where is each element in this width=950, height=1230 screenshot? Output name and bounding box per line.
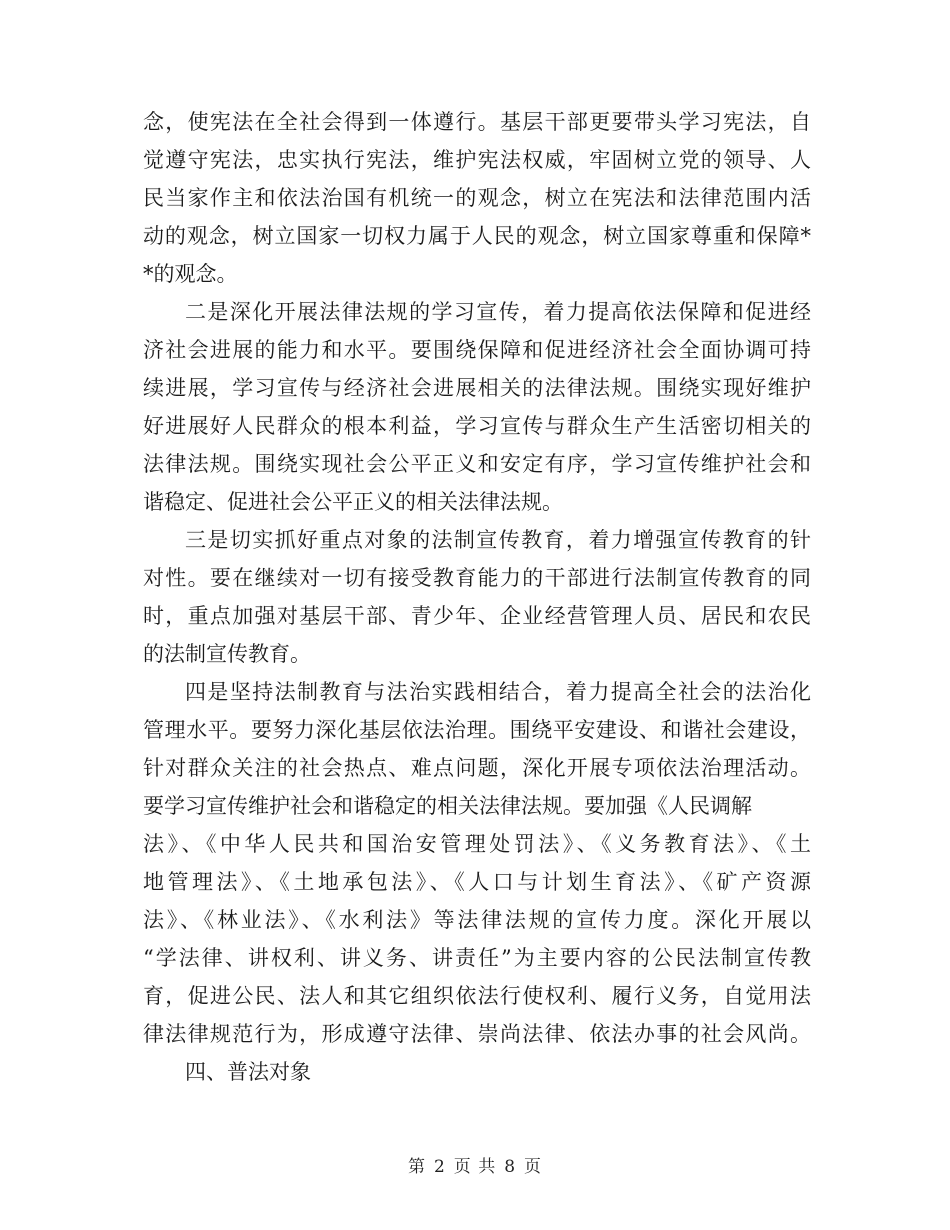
text-line: 律法律规范行为，形成遵守法律、崇尚法律、依法办事的社会风尚。 <box>143 1022 811 1046</box>
text-line: 的法制宣传教育。 <box>143 642 311 666</box>
section-heading: 四、普法对象 <box>185 1060 311 1084</box>
text-line: 对性。要在继续对一切有接受教育能力的干部进行法制宣传教育的同 <box>143 566 811 590</box>
text-line: 济社会进展的能力和水平。要围绕保障和促进经济社会全面协调可持 <box>143 338 811 362</box>
text-line: 要学习宣传维护社会和谐稳定的相关法律法规。要加强《人民调解 <box>143 794 752 818</box>
page-footer-prefix: 第 <box>407 1157 426 1177</box>
text-line: 育，促进公民、法人和其它组织依法行使权利、履行义务，自觉用法 <box>143 984 811 1008</box>
text-line: 民当家作主和依法治国有机统一的观念，树立在宪法和法律范围内活 <box>143 186 811 210</box>
page-footer-middle: 页 共 <box>453 1157 497 1177</box>
text-line: 觉遵守宪法，忠实执行宪法，维护宪法权威，牢固树立党的领导、人 <box>143 148 811 172</box>
text-line: 续进展，学习宣传与经济社会进展相关的法律法规。围绕实现好维护 <box>143 376 811 400</box>
text-line: 动的观念，树立国家一切权力属于人民的观念，树立国家尊重和保障* <box>143 224 811 248</box>
current-page-number: 2 <box>433 1157 446 1177</box>
text-line: “学法律、讲权利、讲义务、讲责任”为主要内容的公民法制宣传教 <box>143 946 811 970</box>
paragraph-start-line: 四是坚持法制教育与法治实践相结合，着力提高全社会的法治化 <box>185 680 811 704</box>
text-line: 法》、《中华人民共和国治安管理处罚法》、《义务教育法》、《土 <box>143 832 811 856</box>
text-line: 法律法规。围绕实现社会公平正义和安定有序，学习宣传维护社会和 <box>143 452 811 476</box>
page-footer-suffix: 页 <box>524 1157 543 1177</box>
document-body <box>143 103 811 1091</box>
text-line: 地管理法》、《土地承包法》、《人口与计划生育法》、《矿产资源 <box>143 870 811 894</box>
page-footer <box>0 1152 950 1177</box>
paragraph-start-line: 三是切实抓好重点对象的法制宣传教育，着力增强宣传教育的针 <box>185 528 811 552</box>
text-line: *的观念。 <box>143 262 238 286</box>
text-line: 念，使宪法在全社会得到一体遵行。基层干部更要带头学习宪法，自 <box>143 110 811 134</box>
paragraph-start-line: 二是深化开展法律法规的学习宣传，着力提高依法保障和促进经 <box>185 300 811 324</box>
text-line: 针对群众关注的社会热点、难点问题，深化开展专项依法治理活动。 <box>143 756 811 780</box>
text-line: 管理水平。要努力深化基层依法治理。围绕平安建设、和谐社会建设， <box>143 718 811 742</box>
text-line: 法》、《林业法》、《水利法》等法律法规的宣传力度。深化开展以 <box>143 908 811 932</box>
text-line: 时，重点加强对基层干部、青少年、企业经营管理人员、居民和农民 <box>143 604 811 628</box>
total-pages-number: 8 <box>504 1157 517 1177</box>
text-line: 谐稳定、促进社会公平正义的相关法律法规。 <box>143 490 563 514</box>
text-line: 好进展好人民群众的根本利益，学习宣传与群众生产生活密切相关的 <box>143 414 811 438</box>
